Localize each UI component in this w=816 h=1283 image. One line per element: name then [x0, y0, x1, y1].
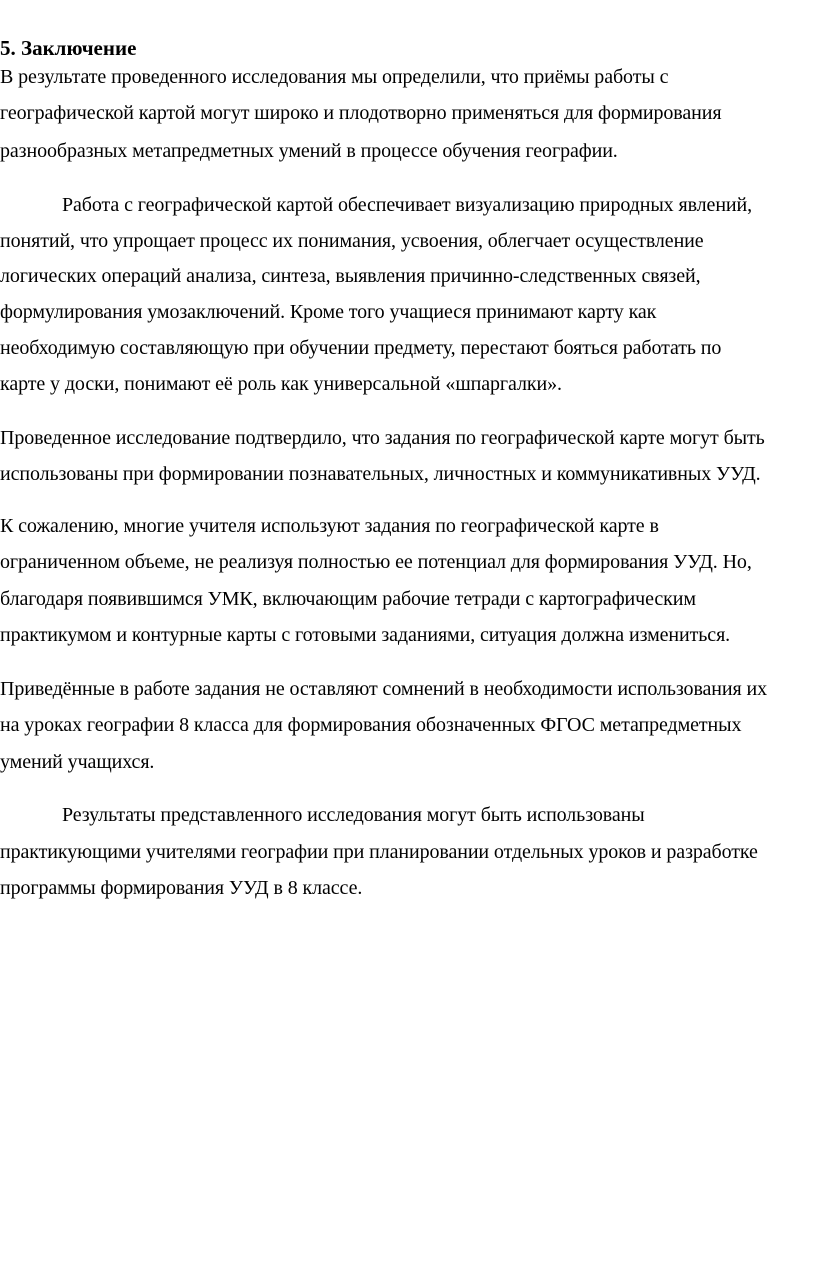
text-line: Приведённые в работе задания не оставляют сомнений в необходимости использования их	[0, 678, 768, 700]
text-line: программы формирования УУД в 8 классе.	[0, 877, 363, 899]
text-line: формулирования умозаключений. Кроме того учащиеся принимают карту как	[0, 301, 657, 323]
section-title: 5. Заключение	[0, 36, 137, 60]
text-line: ограниченном объеме, не реализуя полностью ее потенциал для формирования УУД. Но,	[0, 551, 752, 573]
text-line: использованы при формировании познавательных, личностных и коммуникативных УУД.	[0, 463, 761, 485]
text-line: практикумом и контурные карты с готовыми заданиями, ситуация должна измениться.	[0, 624, 731, 646]
text-line: умений учащихся.	[0, 751, 155, 773]
text-line: географической картой могут широко и плодотворно применяться для формирования	[0, 102, 722, 124]
text-line: практикующими учителями географии при планировании отдельных уроков и разработке	[0, 841, 758, 863]
text-line: благодаря появившимся УМК, включающим рабочие тетради с картографическим	[0, 588, 696, 610]
text-line: В результате проведенного исследования мы определили, что приёмы работы с	[0, 66, 669, 88]
text-line: необходимую составляющую при обучении предмету, перестают бояться работать по	[0, 337, 722, 359]
text-line: карте у доски, понимают её роль как универсальной «шпаргалки».	[0, 373, 562, 395]
text-line: Проведенное исследование подтвердило, что задания по географической карте могут быть	[0, 427, 765, 449]
text-line: логических операций анализа, синтеза, выявления причинно-следственных связей,	[0, 265, 701, 287]
text-line: К сожалению, многие учителя используют задания по географической карте в	[0, 515, 659, 537]
text-line: Работа с географической картой обеспечивает визуализацию природных явлений,	[62, 194, 753, 216]
text-line: на уроках географии 8 класса для формирования обозначенных ФГОС метапредметных	[0, 714, 742, 736]
text-line: разнообразных метапредметных умений в процессе обучения географии.	[0, 140, 618, 162]
text-line: Результаты представленного исследования могут быть использованы	[62, 804, 645, 826]
text-line: понятий, что упрощает процесс их понимания, усвоения, облегчает осуществление	[0, 230, 704, 252]
